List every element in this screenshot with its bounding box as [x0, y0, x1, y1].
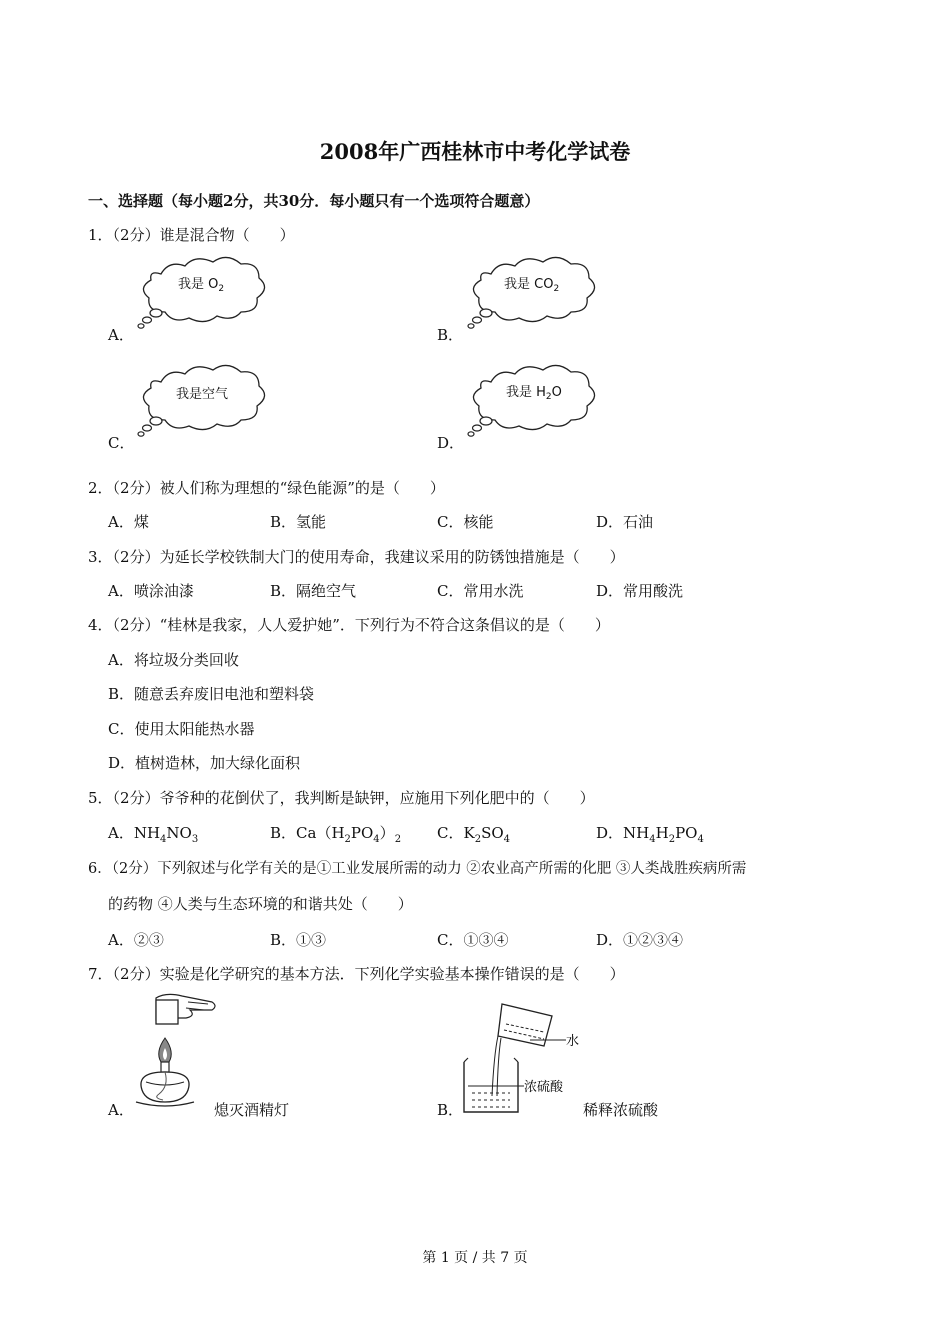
- question-1-stem: 1．（2分）谁是混合物（ ）: [88, 226, 295, 244]
- q1-bubble-b-image: [466, 256, 606, 336]
- q7-option-a-caption: 熄灭酒精灯: [214, 1101, 290, 1119]
- page-title: 2008年广西桂林市中考化学试卷: [319, 139, 631, 164]
- question-6-stem-line1: 6．（2分）下列叙述与化学有关的是①工业发展所需的动力 ②农业高产所需的化肥 ③人类战胜疾病所需: [88, 861, 747, 877]
- q1-option-a-label: A．: [108, 326, 134, 344]
- alcohol-lamp-image: [132, 990, 222, 1115]
- q5-option-d: D．$NH_4H_2PO_4$: [596, 824, 704, 845]
- q6-option-c: C．①③④: [437, 931, 509, 949]
- question-6-stem-line2: 的药物 ④人类与生态环境的和谐共处（ ）: [108, 895, 413, 913]
- question-7-stem: 7．（2分）实验是化学研究的基本方法．下列化学实验基本操作错误的是（ ）: [88, 965, 625, 983]
- q1-bubble-b-text: 我是 CO: [504, 277, 554, 292]
- q4-option-b: B．随意丢弃废旧电池和塑料袋: [108, 685, 315, 703]
- q2-option-a: A．煤: [108, 513, 149, 531]
- question-5-stem: 5．（2分）爷爷种的花倒伏了，我判断是缺钾，应施用下列化肥中的（ ）: [88, 789, 595, 807]
- q4-option-d: D．植树造林，加大绿化面积: [108, 754, 301, 772]
- q1-bubble-a-sub: 2: [218, 284, 225, 294]
- q1-option-b-label: B．: [437, 326, 464, 344]
- q5-option-c: C．$K_2SO_4$: [437, 824, 511, 845]
- q6-option-b: B．①③: [270, 931, 327, 949]
- q1-bubble-a-image: [136, 256, 276, 336]
- q1-bubble-c-text: 我是空气: [176, 387, 229, 402]
- q1-bubble-d-text: 我是 H: [506, 385, 546, 400]
- q2-option-d: D．石油: [596, 513, 654, 531]
- dilution-setup-image: [458, 996, 588, 1118]
- section-heading: 一、选择题（每小题2分，共30分．每小题只有一个选项符合题意）: [88, 192, 540, 210]
- q1-option-d-label: D．: [437, 434, 465, 452]
- svg-text:我是 O2: [178, 277, 224, 294]
- q7-option-b-caption: 稀释浓硫酸: [583, 1101, 659, 1119]
- svg-text:我是 H2O: [506, 385, 562, 402]
- svg-text:我是 CO2: [504, 277, 559, 294]
- q3-option-d: D．常用酸洗: [596, 582, 684, 600]
- page-footer: 第 1 页 / 共 7 页: [422, 1250, 528, 1266]
- q5-option-a: A．$NH_4NO_3$: [108, 824, 199, 845]
- question-4-stem: 4．（2分）“桂林是我家，人人爱护她”．下列行为不符合这条倡议的是（ ）: [88, 616, 610, 634]
- q4-option-c: C．使用太阳能热水器: [108, 720, 255, 738]
- q1-bubble-d-tail: O: [551, 385, 562, 400]
- q1-bubble-a-text: 我是 O: [178, 277, 219, 292]
- q1-bubble-d-sub: 2: [545, 392, 552, 402]
- question-3-stem: 3．（2分）为延长学校铁制大门的使用寿命，我建议采用的防锈蚀措施是（ ）: [88, 548, 625, 566]
- q1-bubble-d-image: [466, 364, 606, 444]
- q3-option-a: A．喷涂油漆: [108, 582, 194, 600]
- q5-option-b: B．$Ca(H_2PO_4)_2$: [270, 824, 402, 845]
- acid-label: 浓硫酸: [524, 1080, 564, 1095]
- q3-option-c: C．常用水洗: [437, 582, 524, 600]
- q2-option-c: C．核能: [437, 513, 494, 531]
- q7-option-a-label: A．: [108, 1101, 134, 1119]
- q6-option-a: A．②③: [108, 931, 164, 949]
- q1-bubble-c-image: [136, 364, 276, 444]
- water-label: 水: [566, 1034, 580, 1049]
- q1-option-c-label: C．: [108, 434, 135, 452]
- q7-option-b-label: B．: [437, 1101, 464, 1119]
- q4-option-a: A．将垃圾分类回收: [108, 651, 239, 669]
- q2-option-b: B．氢能: [270, 513, 327, 531]
- q3-option-b: B．隔绝空气: [270, 582, 357, 600]
- q1-bubble-b-sub: 2: [553, 284, 560, 294]
- question-2-stem: 2．（2分）被人们称为理想的“绿色能源”的是（ ）: [88, 479, 445, 497]
- q6-option-d: D．①②③④: [596, 931, 684, 949]
